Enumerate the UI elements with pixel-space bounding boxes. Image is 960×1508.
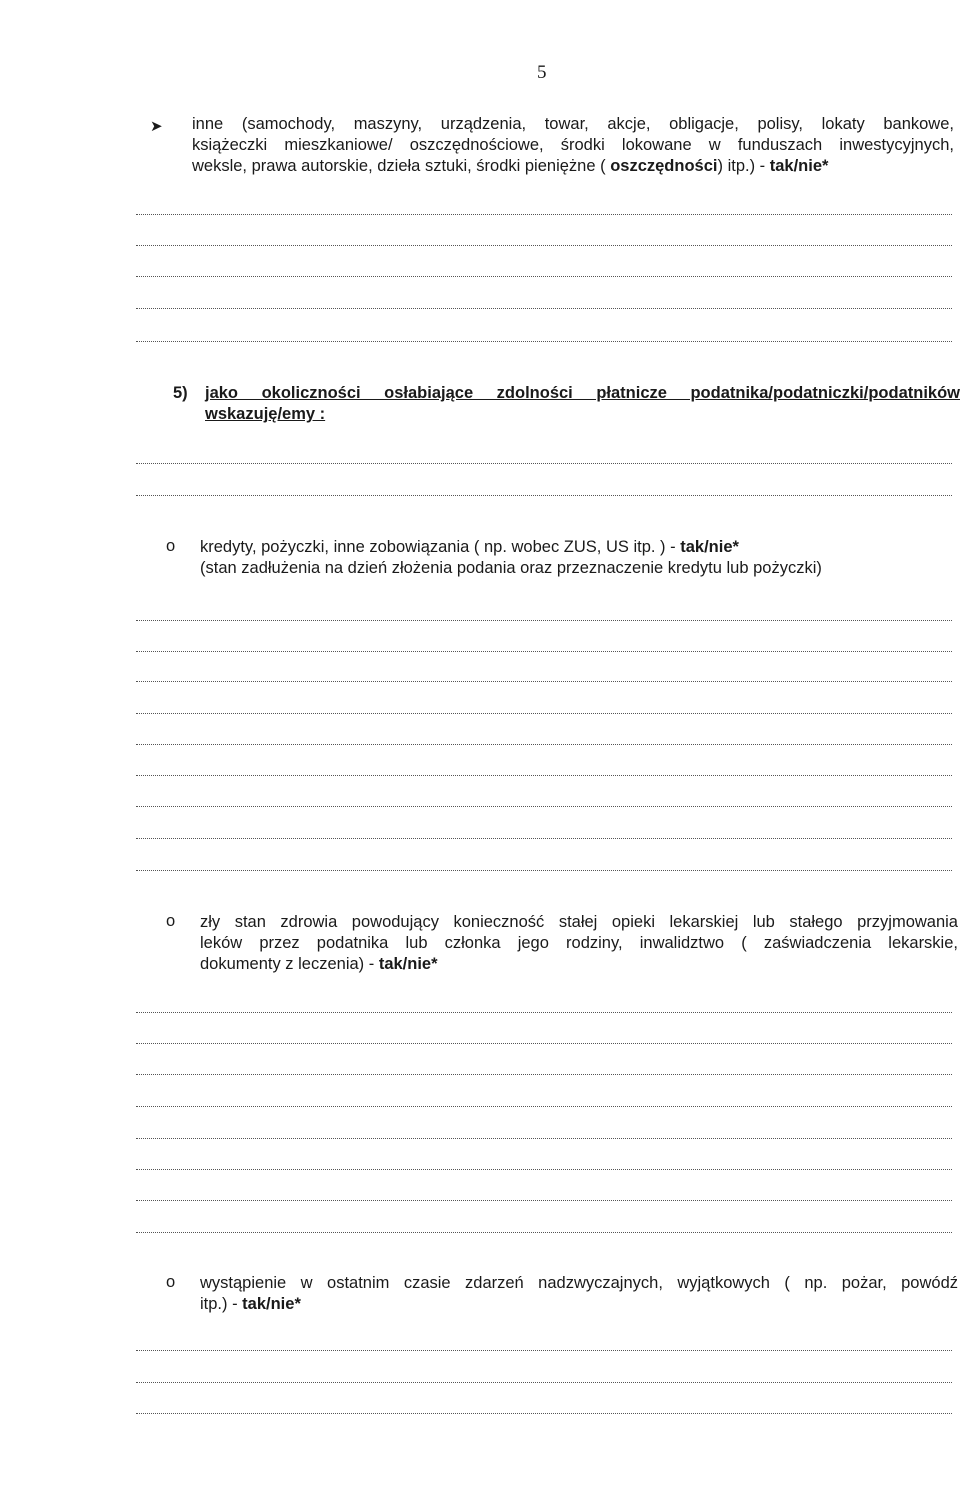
answer-line-19[interactable] (136, 1074, 952, 1075)
item-inne-text (192, 114, 954, 177)
section-heading (205, 383, 960, 425)
answer-line-16[interactable] (136, 870, 952, 871)
item-zdarzenia-line1: wystąpienie w ostatnim czasie zdarzeń nadzwyczajnych, wyjątkowych ( np. pożar, powódź (200, 1274, 958, 1292)
answer-line-11[interactable] (136, 713, 952, 714)
item-zdarzenia-line2-prefix: itp.) - (200, 1295, 243, 1313)
answer-line-14[interactable] (136, 806, 952, 807)
item-kredyty-text (200, 537, 960, 579)
item-kredyty-yes-no: tak/nie* (680, 538, 739, 556)
section-heading-line2: wskazuję/emy : (205, 405, 326, 423)
item-inne-line3 (192, 156, 954, 177)
page-number: 5 (537, 62, 547, 83)
item-kredyty-line1 (200, 537, 960, 558)
answer-line-21[interactable] (136, 1138, 952, 1139)
answer-line-23[interactable] (136, 1200, 952, 1201)
answer-line-17[interactable] (136, 1012, 952, 1013)
answer-line-12[interactable] (136, 744, 952, 745)
answer-line-9[interactable] (136, 651, 952, 652)
answer-line-15[interactable] (136, 838, 952, 839)
section-number: 5) (173, 384, 188, 402)
answer-line-6[interactable] (136, 463, 952, 464)
item-inne-line3-mid: ) itp.) - (717, 157, 770, 175)
item-inne-savings-label: oszczędności (610, 157, 718, 175)
section-heading-line1: jako okoliczności osłabiające zdolności płatnicze podatnika/podatniczki/podatników (205, 384, 960, 402)
answer-line-8[interactable] (136, 620, 952, 621)
item-zdrowie-text (200, 912, 958, 975)
answer-line-26[interactable] (136, 1382, 952, 1383)
answer-line-1[interactable] (136, 214, 952, 215)
answer-line-4[interactable] (136, 308, 952, 309)
item-kredyty-line2: (stan zadłużenia na dzień złożenia podania oraz przeznaczenie kredytu lub pożyczki) (200, 559, 822, 577)
item-zdrowie-yes-no: tak/nie* (378, 955, 438, 973)
item-zdarzenia-line2 (200, 1294, 958, 1315)
answer-line-25[interactable] (136, 1350, 952, 1351)
answer-line-2[interactable] (136, 245, 952, 246)
arrow-bullet-icon: ➤ (150, 118, 163, 135)
item-inne-line2: książeczki mieszkaniowe/ oszczędnościowe, środki lokowane w funduszach inwestycyjnych, (192, 136, 954, 154)
answer-line-13[interactable] (136, 775, 952, 776)
circle-bullet-icon: o (166, 1273, 176, 1291)
item-zdrowie-line1: zły stan zdrowia powodujący konieczność stałej opieki lekarskiej lub stałego przyjmowania (200, 913, 958, 931)
item-zdrowie-line2: leków przez podatnika lub członka jego rodziny, inwalidztwo ( zaświadczenia lekarskie, (200, 934, 958, 952)
answer-line-5[interactable] (136, 341, 952, 342)
answer-line-3[interactable] (136, 276, 952, 277)
item-zdrowie-line3 (200, 954, 958, 975)
answer-line-22[interactable] (136, 1169, 952, 1170)
circle-bullet-icon: o (166, 537, 176, 555)
answer-line-18[interactable] (136, 1043, 952, 1044)
item-zdarzenia-text (200, 1273, 958, 1315)
answer-line-20[interactable] (136, 1106, 952, 1107)
item-inne-yes-no: tak/nie* (769, 157, 829, 175)
answer-line-27[interactable] (136, 1413, 952, 1414)
answer-line-7[interactable] (136, 495, 952, 496)
item-inne-line1: inne (samochody, maszyny, urządzenia, towar, akcje, obligacje, polisy, lokaty bankowe, (192, 115, 954, 133)
item-zdrowie-line3-prefix: dokumenty z leczenia) - (200, 955, 379, 973)
item-inne-line3-prefix: weksle, prawa autorskie, dzieła sztuki, środki pieniężne ( (192, 157, 611, 175)
item-zdarzenia-yes-no: tak/nie* (242, 1295, 301, 1313)
answer-line-24[interactable] (136, 1232, 952, 1233)
circle-bullet-icon: o (166, 912, 176, 930)
answer-line-10[interactable] (136, 681, 952, 682)
item-kredyty-line1-prefix: kredyty, pożyczki, inne zobowiązania ( np. wobec ZUS, US itp. ) - (200, 538, 681, 556)
